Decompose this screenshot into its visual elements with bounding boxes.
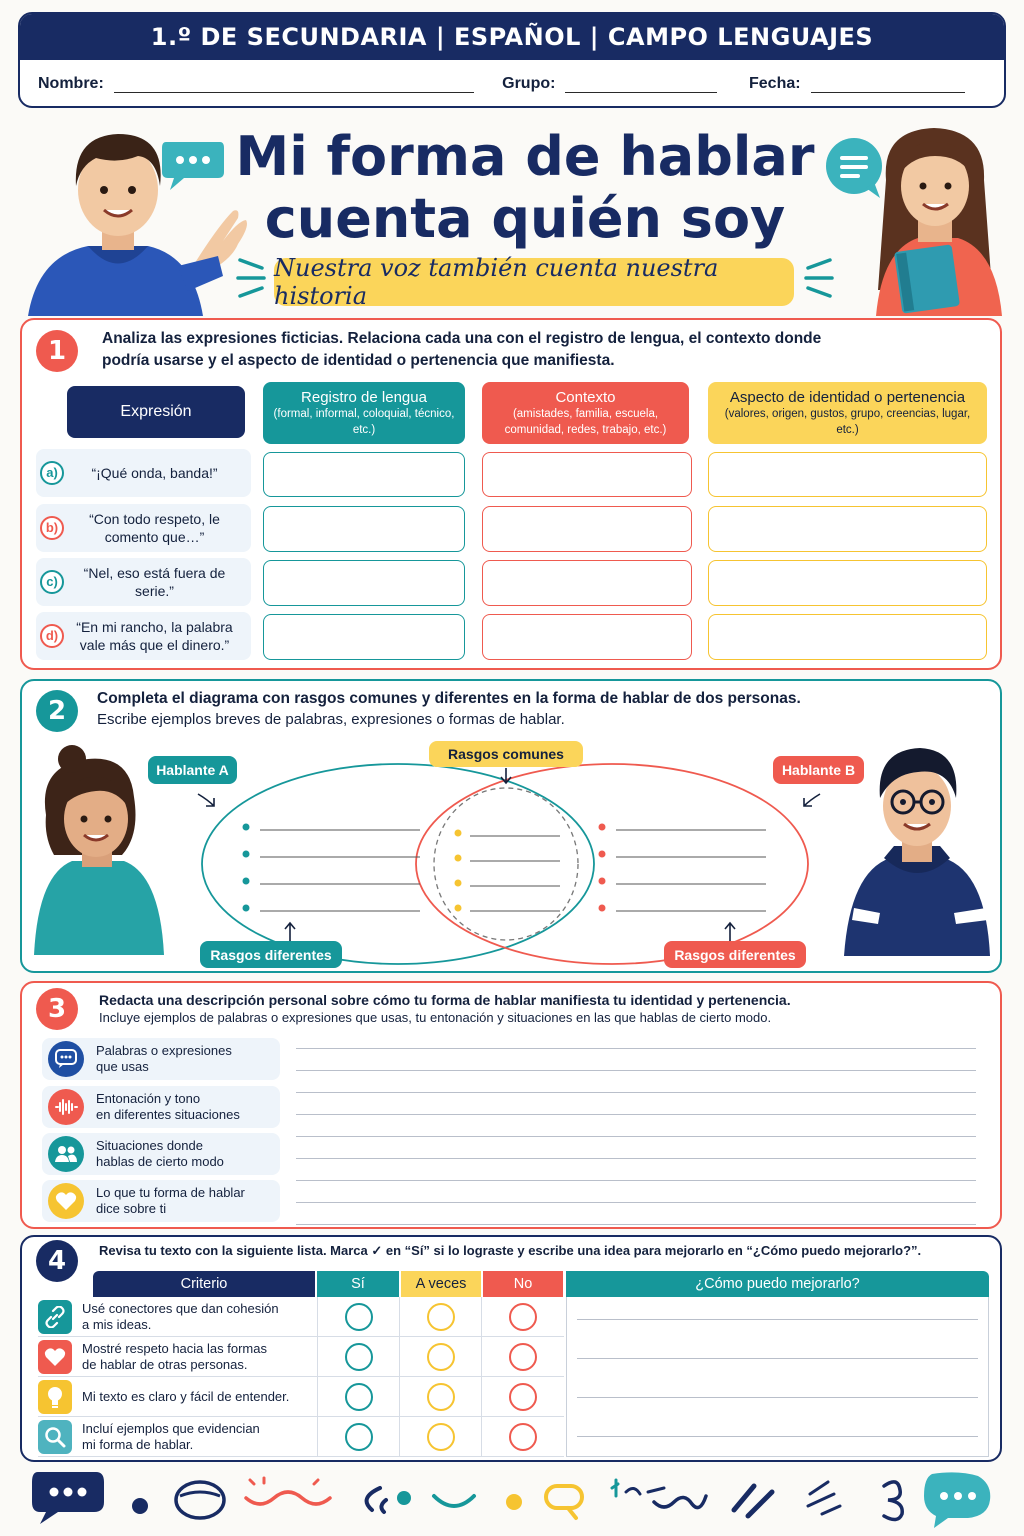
header-title: 1.º DE SECUNDARIA | ESPAÑOL | CAMPO LENGUAJES: [20, 14, 1004, 60]
heart-icon: [38, 1340, 72, 1374]
common-traits-label: Rasgos comunes: [429, 741, 583, 767]
col-identity-header: Aspecto de identidad o pertenencia (valores, origen, gustos, grupo, creencias, lugar, etc.): [708, 382, 987, 444]
register-answer-c[interactable]: [263, 560, 465, 606]
header: [18, 12, 1006, 108]
speaker-b-illustration: [840, 738, 994, 956]
context-answer-d[interactable]: [482, 614, 692, 660]
col-no-header: No: [483, 1271, 563, 1297]
accent-marks-left: [236, 254, 270, 302]
subtitle: Nuestra voz también cuenta nuestra historia: [274, 258, 794, 306]
col-criterion-header: Criterio: [93, 1271, 315, 1297]
chat-bubble-icon: [924, 1472, 990, 1528]
magnifier-icon: [38, 1420, 72, 1454]
sometimes-checkbox-2[interactable]: [427, 1343, 455, 1371]
main-title: [230, 126, 820, 250]
section-3-instruction: Redacta una descripción personal sobre cómo tu forma de hablar manifiesta tu identidad y pertenencia.: [99, 992, 791, 1008]
register-answer-b[interactable]: [263, 506, 465, 552]
lightbulb-icon: [38, 1380, 72, 1414]
heart-icon: [48, 1183, 84, 1219]
register-answer-a[interactable]: [263, 452, 465, 497]
section-2-number: 2: [36, 690, 78, 732]
expression-row-b: b) “Con todo respeto, le comento que…”: [36, 504, 251, 552]
different-traits-b-label: Rasgos diferentes: [664, 941, 806, 968]
criterion-row-1: Usé conectores que dan cohesión a mis ideas.: [38, 1297, 564, 1337]
aspect-words: Palabras o expresiones que usas: [42, 1038, 280, 1080]
col-improve-header: ¿Cómo puedo mejorarlo?: [566, 1271, 989, 1297]
col-context-header: Contexto (amistades, familia, escuela, comunidad, redes, trabajo, etc.): [482, 382, 689, 444]
title-line-1: Mi forma de hablar: [235, 125, 815, 188]
title-line-2: cuenta quién soy: [264, 187, 786, 250]
sound-wave-icon: [48, 1089, 84, 1125]
footer-decoration: [28, 1466, 998, 1530]
col-expression-header: Expresión: [67, 386, 245, 438]
criterion-row-2: Mostré respeto hacia las formas de hablar de otras personas.: [38, 1337, 564, 1377]
right-traits-lines: [599, 824, 767, 912]
aspect-identity: Lo que tu forma de hablar dice sobre ti: [42, 1180, 280, 1222]
criterion-row-3: Mi texto es claro y fácil de entender.: [38, 1377, 564, 1417]
section-1-number: 1: [36, 330, 78, 372]
section-2-instruction: Completa el diagrama con rasgos comunes y diferentes en la forma de hablar de dos personas.: [97, 690, 801, 707]
group-label: Grupo:: [502, 75, 556, 92]
name-field[interactable]: [114, 79, 474, 93]
no-checkbox-4[interactable]: [509, 1423, 537, 1451]
chat-icon: [48, 1041, 84, 1077]
aspect-intonation: Entonación y tono en diferentes situaciones: [42, 1086, 280, 1128]
name-label: Nombre:: [38, 75, 104, 92]
yes-checkbox-2[interactable]: [345, 1343, 373, 1371]
expression-row-d: d) “En mi rancho, la palabra vale más que el dinero.”: [36, 612, 251, 660]
identity-answer-c[interactable]: [708, 560, 987, 606]
yes-checkbox-4[interactable]: [345, 1423, 373, 1451]
girl-illustration: [868, 120, 1008, 316]
context-answer-b[interactable]: [482, 506, 692, 552]
date-field[interactable]: [811, 79, 965, 93]
sometimes-checkbox-3[interactable]: [427, 1383, 455, 1411]
section-3-instruction-2: Incluye ejemplos de palabras o expresiones que usas, tu entonación y situaciones en las que hablas de cierto modo.: [99, 1010, 772, 1025]
section-2-instruction-2: Escribe ejemplos breves de palabras, expresiones o formas de hablar.: [97, 711, 565, 728]
chat-bubble-icon: [160, 136, 226, 192]
col-register-header: Registro de lengua (formal, informal, coloquial, técnico, etc.): [263, 382, 465, 444]
col-sometimes-header: A veces: [401, 1271, 481, 1297]
people-icon: [48, 1136, 84, 1172]
section-4-number: 4: [36, 1240, 78, 1282]
no-checkbox-2[interactable]: [509, 1343, 537, 1371]
register-answer-d[interactable]: [263, 614, 465, 660]
col-yes-header: Sí: [317, 1271, 399, 1297]
venn-diagram: [180, 760, 840, 970]
sometimes-checkbox-1[interactable]: [427, 1303, 455, 1331]
improve-area[interactable]: [566, 1297, 989, 1457]
yes-checkbox-3[interactable]: [345, 1383, 373, 1411]
context-answer-a[interactable]: [482, 452, 692, 497]
sometimes-checkbox-4[interactable]: [427, 1423, 455, 1451]
left-traits-lines: [243, 824, 421, 912]
speaker-b-label: Hablante B: [773, 756, 864, 784]
expression-row-c: c) “Nel, eso está fuera de serie.”: [36, 558, 251, 606]
link-icon: [38, 1300, 72, 1334]
speaker-a-illustration: [32, 745, 166, 955]
section-1-instruction: Analiza las expresiones ficticias. Relaciona cada una con el registro de lengua, el contexto donde podría usarse y el aspecto de identidad o pertenencia que manifiesta.: [102, 330, 822, 369]
yes-checkbox-1[interactable]: [345, 1303, 373, 1331]
criterion-row-4: Incluí ejemplos que evidencian mi forma de hablar.: [38, 1417, 564, 1457]
no-checkbox-1[interactable]: [509, 1303, 537, 1331]
identity-answer-b[interactable]: [708, 506, 987, 552]
context-answer-c[interactable]: [482, 560, 692, 606]
accent-marks-right: [800, 254, 834, 302]
speaker-a-label: Hablante A: [148, 756, 237, 784]
writing-area[interactable]: [296, 1040, 976, 1225]
no-checkbox-3[interactable]: [509, 1383, 537, 1411]
identity-answer-d[interactable]: [708, 614, 987, 660]
section-4-instruction: Revisa tu texto con la siguiente lista. Marca ✓ en “Sí” si lo lograste y escribe una idea para mejorarlo en “¿Cómo puedo mejorarlo?”.: [99, 1243, 922, 1258]
section-3-number: 3: [36, 988, 78, 1030]
common-traits-lines: [455, 830, 561, 912]
aspect-situations: Situaciones donde hablas de cierto modo: [42, 1133, 280, 1175]
different-traits-a-label: Rasgos diferentes: [200, 941, 342, 968]
date-label: Fecha:: [749, 75, 801, 92]
chat-bubble-icon: [32, 1472, 104, 1524]
expression-row-a: a) “¡Qué onda, banda!”: [36, 449, 251, 497]
group-field[interactable]: [565, 79, 717, 93]
criteria-table: [38, 1297, 564, 1457]
identity-answer-a[interactable]: [708, 452, 987, 497]
